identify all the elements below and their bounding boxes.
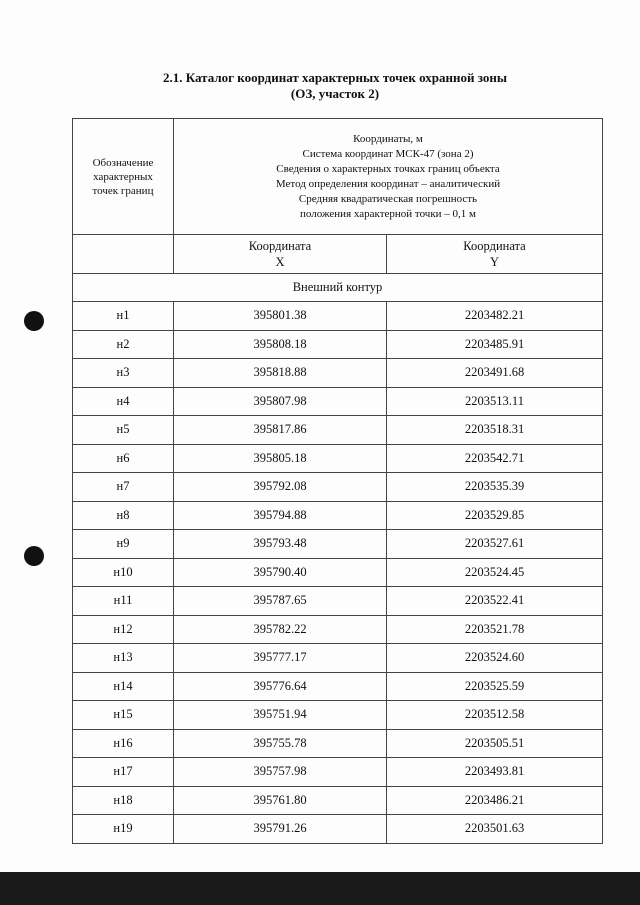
point-label-cell: н13 [73,644,174,673]
point-label-cell: н7 [73,473,174,502]
y-coordinate-cell: 2203535.39 [387,473,603,502]
y-header-axis: Y [489,255,500,269]
table-row [73,587,603,616]
table-row [73,558,603,587]
point-label-cell: н17 [73,758,174,787]
x-coordinate-cell: 395790.40 [174,558,387,587]
coords-info-line: Координаты, м [353,132,423,145]
point-label-cell: н11 [73,587,174,616]
y-coordinate-cell: 2203493.81 [387,758,603,787]
table-header-row [73,119,603,235]
x-coordinate-cell: 395793.48 [174,530,387,559]
y-coordinate-cell: 2203518.31 [387,416,603,445]
table-row [73,302,603,331]
x-coordinate-cell: 395818.88 [174,359,387,388]
point-label-cell: н10 [73,558,174,587]
point-label-cell: н14 [73,672,174,701]
table-row [73,758,603,787]
x-coordinate-cell: 395777.17 [174,644,387,673]
y-coordinate-cell: 2203524.60 [387,644,603,673]
section-label: Внешний контур [73,274,603,302]
point-label-cell: н4 [73,387,174,416]
point-label-cell: н2 [73,330,174,359]
table-row [73,359,603,388]
title-line-1: 2.1. Каталог координат характерных точек охранной зоны [163,70,507,85]
x-header-axis: X [275,255,285,269]
points-header-line: характерных [93,170,153,183]
coordinates-info-header [174,119,603,235]
y-coordinate-cell: 2203521.78 [387,615,603,644]
points-column-header [73,119,174,235]
y-coordinate-cell: 2203491.68 [387,359,603,388]
x-coordinate-cell: 395776.64 [174,672,387,701]
point-label-cell: н12 [73,615,174,644]
table-row [73,501,603,530]
points-header-line: точек границ [92,184,154,197]
table-row [73,615,603,644]
document-title [70,70,600,102]
y-coordinate-cell: 2203522.41 [387,587,603,616]
y-coordinate-cell: 2203485.91 [387,330,603,359]
x-coordinate-cell: 395817.86 [174,416,387,445]
table-row [73,387,603,416]
coordinates-table [72,118,603,844]
y-coordinate-cell: 2203513.11 [387,387,603,416]
y-coordinate-cell: 2203482.21 [387,302,603,331]
table-row [73,786,603,815]
point-label-cell: н5 [73,416,174,445]
point-label-cell: н1 [73,302,174,331]
point-label-cell: н8 [73,501,174,530]
section-row [73,274,603,302]
x-coordinate-cell: 395805.18 [174,444,387,473]
y-coordinate-cell: 2203505.51 [387,729,603,758]
point-label-cell: н3 [73,359,174,388]
x-column-header [174,235,387,274]
points-header-line: Обозначение [92,156,154,169]
x-coordinate-cell: 395782.22 [174,615,387,644]
table-row [73,473,603,502]
x-coordinate-cell: 395787.65 [174,587,387,616]
x-coordinate-cell: 395792.08 [174,473,387,502]
table-row [73,701,603,730]
coords-info-line: положения характерной точки – 0,1 м [300,207,477,220]
point-label-cell: н6 [73,444,174,473]
x-coordinate-cell: 395751.94 [174,701,387,730]
table-row [73,330,603,359]
table-subheader-row [73,235,603,274]
point-label-cell: н18 [73,786,174,815]
table-row [73,729,603,758]
x-coordinate-cell: 395801.38 [174,302,387,331]
table-row [73,815,603,844]
point-label-cell: н19 [73,815,174,844]
x-coordinate-cell: 395755.78 [174,729,387,758]
x-header-label: Координата [248,239,312,253]
y-coordinate-cell: 2203527.61 [387,530,603,559]
table-row [73,530,603,559]
y-column-header [387,235,603,274]
y-header-label: Координата [463,239,526,253]
coords-info-line: Метод определения координат – аналитический [275,177,501,190]
table-row [73,644,603,673]
y-coordinate-cell: 2203525.59 [387,672,603,701]
coords-info-line: Сведения о характерных точках границ объекта [276,162,500,175]
table-row [73,416,603,445]
binder-hole-bottom [24,546,44,566]
point-label-cell: н15 [73,701,174,730]
x-coordinate-cell: 395761.80 [174,786,387,815]
table-row [73,672,603,701]
x-coordinate-cell: 395757.98 [174,758,387,787]
empty-header-cell [73,235,174,274]
point-label-cell: н9 [73,530,174,559]
table-row [73,444,603,473]
y-coordinate-cell: 2203486.21 [387,786,603,815]
coords-info-line: Средняя квадратическая погрешность [298,192,478,205]
scan-bottom-edge [0,872,640,905]
x-coordinate-cell: 395791.26 [174,815,387,844]
binder-hole-top [24,311,44,331]
coords-info-line: Система координат МСК-47 (зона 2) [302,147,474,160]
x-coordinate-cell: 395807.98 [174,387,387,416]
x-coordinate-cell: 395794.88 [174,501,387,530]
x-coordinate-cell: 395808.18 [174,330,387,359]
y-coordinate-cell: 2203512.58 [387,701,603,730]
point-label-cell: н16 [73,729,174,758]
title-line-2: (ОЗ, участок 2) [290,86,380,101]
y-coordinate-cell: 2203542.71 [387,444,603,473]
y-coordinate-cell: 2203529.85 [387,501,603,530]
y-coordinate-cell: 2203501.63 [387,815,603,844]
y-coordinate-cell: 2203524.45 [387,558,603,587]
